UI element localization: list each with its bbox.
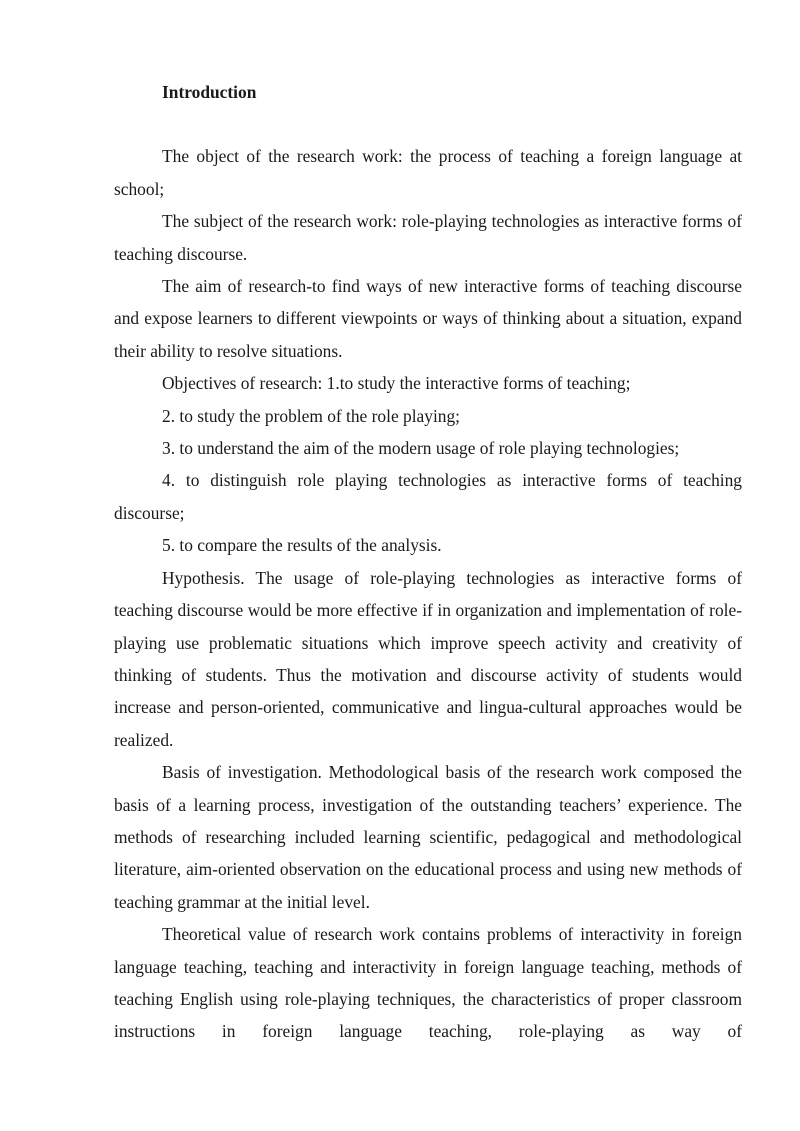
paragraph-objective-4: 4. to distinguish role playing technologies as interactive forms of teaching discourse;	[114, 470, 742, 523]
paragraph-objectives: Objectives of research: 1.to study the interactive forms of teaching;	[162, 373, 631, 394]
paragraph-subject: The subject of the research work: role-playing technologies as interactive forms of teaching discourse.	[114, 211, 742, 264]
paragraph-objective-5: 5. to compare the results of the analysis.	[162, 535, 442, 556]
paragraph-object: The object of the research work: the process of teaching a foreign language at school;	[114, 146, 742, 199]
paragraph-objective-3: 3. to understand the aim of the modern usage of role playing technologies;	[162, 438, 680, 459]
section-heading: Introduction	[162, 82, 257, 102]
paragraph-objective-2: 2. to study the problem of the role playing;	[162, 405, 461, 426]
paragraph-hypothesis: Hypothesis. The usage of role-playing technologies as interactive forms of teaching discourse would be more effective if in organization and implementation of role-playing use problematic situations which improve speech activity and creativity of thinking of students. Thus the motivation and discourse activity of students would increase and person-oriented, communicative and lingua-cultural approaches would be realized.	[114, 567, 742, 750]
paragraph-theoretical-value: Theoretical value of research work contains problems of interactivity in foreign language teaching, teaching and interactivity in foreign language teaching, methods of teaching English using role-playing techniques, the characteristics of proper classroom instructions in foreign language teaching, role-playing as way of	[114, 924, 742, 1042]
paragraph-basis: Basis of investigation. Methodological basis of the research work composed the basis of a learning process, investigation of the outstanding teachers’ experience. The methods of researching included learning scientific, pedagogical and methodological literature, aim-oriented observation on the educational process and using new methods of teaching grammar at the initial level.	[114, 762, 742, 912]
paragraph-aim: The aim of research-to find ways of new interactive forms of teaching discourse and expose learners to different viewpoints or ways of thinking about a situation, expand their ability to resolve situations.	[114, 276, 742, 361]
